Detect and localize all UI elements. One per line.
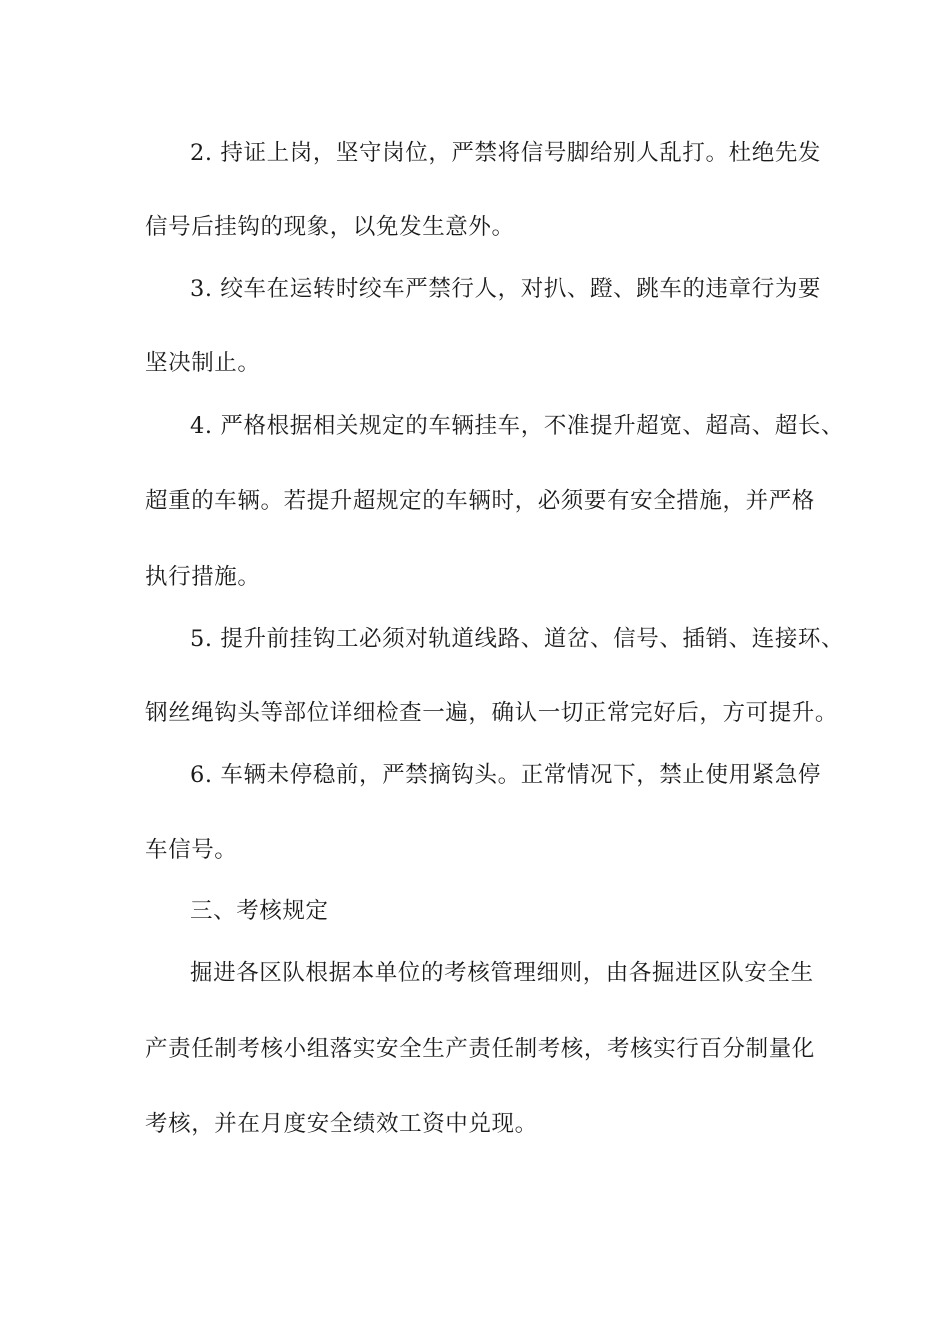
item-4-line-3: 执行措施。 bbox=[145, 564, 261, 590]
assessment-line-1: 掘进各区队根据本单位的考核管理细则，由各掘进区队安全生 bbox=[190, 960, 814, 986]
item-4-line-2: 超重的车辆。若提升超规定的车辆时，必须要有安全措施，并严格 bbox=[145, 488, 815, 514]
assessment-line-2: 产责任制考核小组落实安全生产责任制考核，考核实行百分制量化 bbox=[145, 1036, 815, 1062]
item-3-line-2: 坚决制止。 bbox=[145, 350, 261, 376]
assessment-line-3: 考核，并在月度安全绩效工资中兑现。 bbox=[145, 1111, 538, 1137]
item-5-line-1: 5. 提升前挂钩工必须对轨道线路、道岔、信号、插销、连接环、 bbox=[190, 626, 845, 652]
item-5-line-2: 钢丝绳钩头等部位详细检查一遍，确认一切正常完好后，方可提升。 bbox=[145, 700, 839, 726]
item-4-line-1: 4. 严格根据相关规定的车辆挂车，不准提升超宽、超高、超长、 bbox=[190, 413, 845, 439]
section-heading-assessment: 三、考核规定 bbox=[190, 898, 329, 924]
item-6-line-1: 6. 车辆未停稳前，严禁摘钩头。正常情况下，禁止使用紧急停 bbox=[190, 762, 822, 788]
item-2-line-2: 信号后挂钩的现象，以免发生意外。 bbox=[145, 214, 515, 240]
item-3-line-1: 3. 绞车在运转时绞车严禁行人，对扒、蹬、跳车的违章行为要 bbox=[190, 276, 822, 302]
item-6-line-2: 车信号。 bbox=[145, 837, 238, 863]
item-2-line-1: 2. 持证上岗，坚守岗位，严禁将信号脚给别人乱打。杜绝先发 bbox=[190, 140, 822, 166]
